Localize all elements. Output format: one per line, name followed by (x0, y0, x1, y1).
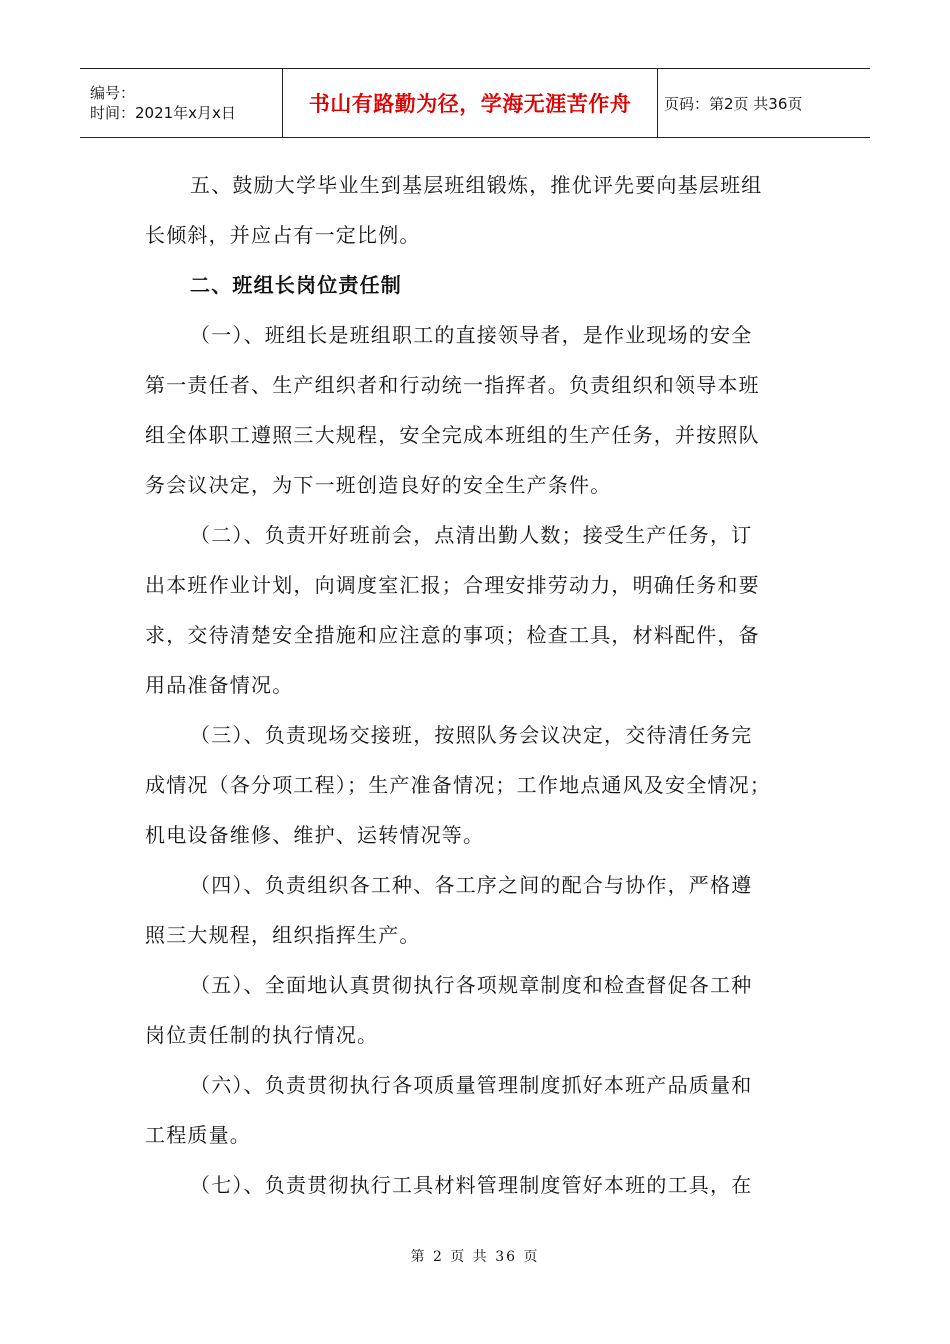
body-line: 第一责任者、生产组织者和行动统一指挥者。负责组织和领导本班 (145, 373, 760, 397)
document-header (80, 68, 870, 138)
body-line: （五）、全面地认真贯彻执行各项规章制度和检查督促各工种 (190, 973, 753, 997)
body-line: 长倾斜，并应占有一定比例。 (145, 223, 421, 247)
body-line: （七）、负责贯彻执行工具材料管理制度管好本班的工具，在 (190, 1173, 753, 1197)
body-line: 务会议决定，为下一班创造良好的安全生产条件。 (145, 473, 612, 497)
body-line: 岗位责任制的执行情况。 (145, 1023, 379, 1047)
document-time-label: 时间：2021年x月x日 (90, 104, 236, 122)
body-line: 工程质量。 (145, 1123, 251, 1147)
page-footer: 第 2 页 共 36 页 (410, 1249, 540, 1265)
document-number-label: 编号： (90, 84, 136, 102)
header-meta (80, 69, 283, 137)
body-line: 成情况（各分项工程）；生产准备情况；工作地点通风及安全情况； (145, 773, 771, 797)
body-line: （二）、负责开好班前会，点清出勤人数；接受生产任务，订 (190, 523, 753, 547)
body-line: 五、鼓励大学毕业生到基层班组锻炼，推优评先要向基层班组 (190, 173, 763, 197)
body-line: 求，交待清楚安全措施和应注意的事项；检查工具，材料配件，备 (145, 623, 760, 647)
body-line: 用品准备情况。 (145, 673, 294, 697)
body-line: 照三大规程，组织指挥生产。 (145, 923, 421, 947)
header-motto: 书山有路勤为径，学海无涯苦作舟 (283, 69, 658, 137)
body-line: （一）、班组长是班组职工的直接领导者，是作业现场的安全 (190, 323, 753, 347)
body-line: （六）、负责贯彻执行各项质量管理制度抓好本班产品质量和 (190, 1073, 753, 1097)
body-line: （三）、负责现场交接班，按照队务会议决定，交待清任务完 (190, 723, 753, 747)
header-page-info: 页码：第2页 共36页 (664, 94, 803, 113)
body-line: （四）、负责组织各工种、各工序之间的配合与协作，严格遵 (190, 873, 753, 897)
body-line: 出本班作业计划，向调度室汇报；合理安排劳动力，明确任务和要 (145, 573, 760, 597)
body-line: 组全体职工遵照三大规程，安全完成本班组的生产任务，并按照队 (145, 423, 760, 447)
body-line: 机电设备维修、维护、运转情况等。 (145, 823, 485, 847)
section-heading: 二、班组长岗位责任制 (190, 273, 402, 297)
document-body (145, 160, 805, 1210)
